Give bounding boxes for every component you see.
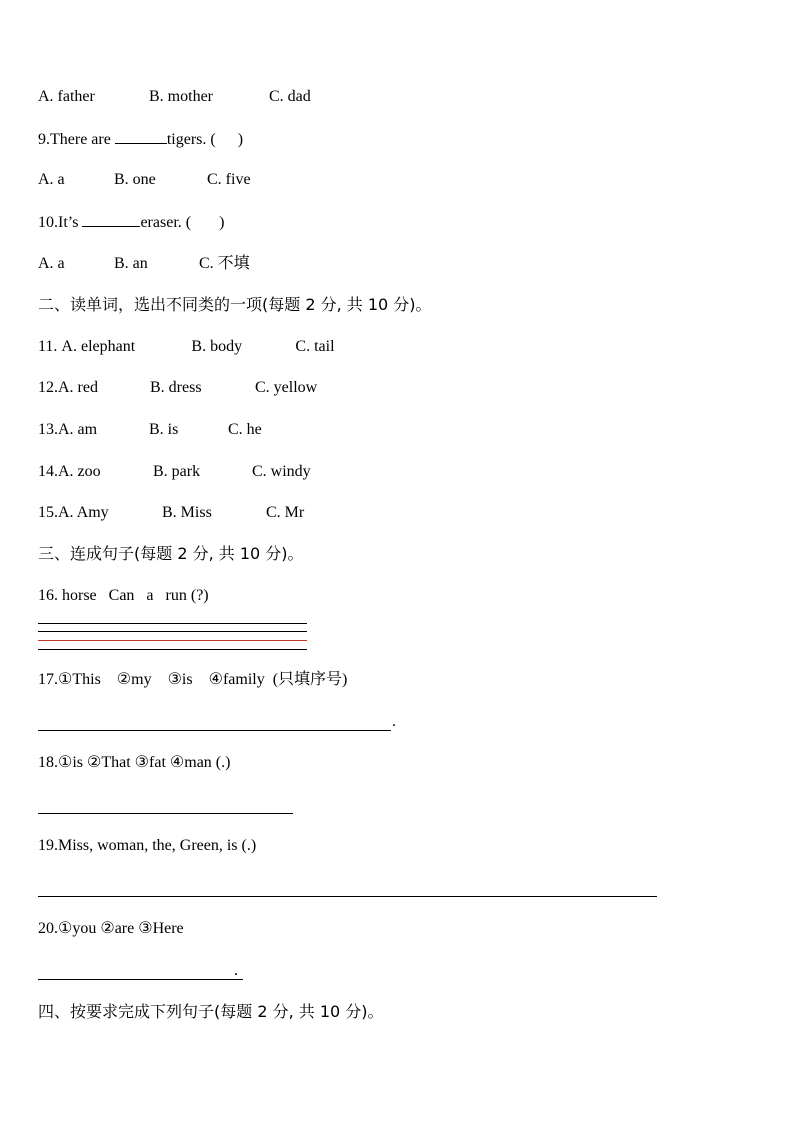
q13-option-b: B. is <box>149 421 179 438</box>
q12-option-a: A. red <box>58 379 98 396</box>
question-13 <box>38 420 262 440</box>
q20-period: . <box>234 962 238 979</box>
q9-option-c: C. five <box>207 171 251 188</box>
q10-option-c: C. 不填 <box>199 255 250 272</box>
q9-option-b: B. one <box>114 171 156 188</box>
section-3-heading: 三、连成句子(每题 2 分, 共 10 分)。 <box>38 544 304 563</box>
q11-option-c: C. tail <box>295 338 335 355</box>
q9-option-a: A. a <box>38 171 65 188</box>
question-16: 16. horse Can a run (?) <box>38 587 209 604</box>
q16-writing-line-1[interactable] <box>38 623 307 624</box>
q8-option-a: A. father <box>38 88 95 105</box>
question-10 <box>38 212 224 233</box>
q9-answer-blank[interactable] <box>115 129 167 144</box>
q15-option-b: B. Miss <box>162 504 212 521</box>
q13-number: 13. <box>38 421 58 438</box>
q8-options <box>38 87 311 107</box>
q10-text-after: eraser. ( <box>140 214 192 231</box>
q8-option-b: B. mother <box>149 88 213 105</box>
q16-writing-line-2[interactable] <box>38 631 307 632</box>
q12-number: 12. <box>38 379 58 396</box>
q18-answer-line[interactable] <box>38 813 293 814</box>
q9-close-paren: ) <box>237 131 244 148</box>
q17-answer-line[interactable] <box>38 730 391 731</box>
q19-answer-line[interactable] <box>38 896 657 897</box>
q9-text-before: 9.There are <box>38 131 115 148</box>
q11-option-b: B. body <box>191 338 243 355</box>
q13-option-c: C. he <box>228 421 262 438</box>
q8-option-c: C. dad <box>269 88 311 105</box>
q12-option-b: B. dress <box>150 379 202 396</box>
q15-option-a: A. Amy <box>58 504 109 521</box>
q17-period: . <box>392 713 396 730</box>
q11-option-a: A. elephant <box>61 338 136 355</box>
question-18: 18.①is ②That ③fat ④man (.) <box>38 754 231 771</box>
q10-options <box>38 254 250 274</box>
q14-option-c: C. windy <box>252 463 311 480</box>
q14-option-a: A. zoo <box>58 463 101 480</box>
q20-answer-line[interactable] <box>38 979 243 980</box>
q9-options <box>38 170 251 190</box>
question-20: 20.①you ②are ③Here <box>38 920 184 937</box>
q9-text-after: tigers. ( <box>166 131 216 148</box>
question-12 <box>38 378 317 398</box>
question-14 <box>38 462 311 482</box>
q14-number: 14. <box>38 463 58 480</box>
q10-text-before: 10.It’s <box>38 214 83 231</box>
q11-number: 11. <box>38 338 62 355</box>
q10-option-b: B. an <box>114 255 148 272</box>
q12-option-c: C. yellow <box>255 379 318 396</box>
question-11 <box>38 337 335 357</box>
q14-option-b: B. park <box>153 463 201 480</box>
q15-option-c: C. Mr <box>266 504 305 521</box>
q10-close-paren: ) <box>219 214 225 231</box>
q10-answer-blank[interactable] <box>82 212 140 227</box>
question-17: 17.①This ②my ③is ④family (只填序号) <box>38 671 348 688</box>
section-4-heading: 四、按要求完成下列句子(每题 2 分, 共 10 分)。 <box>38 1002 384 1021</box>
q10-option-a: A. a <box>38 255 65 272</box>
q16-writing-line-4[interactable] <box>38 649 307 650</box>
q16-writing-line-3[interactable] <box>38 640 307 641</box>
section-2-heading: 二、读单词，选出不同类的一项(每题 2 分, 共 10 分)。 <box>38 295 432 314</box>
question-9 <box>38 129 243 150</box>
q15-number: 15. <box>38 504 58 521</box>
q13-option-a: A. am <box>58 421 98 438</box>
question-19: 19.Miss, woman, the, Green, is (.) <box>38 837 257 854</box>
question-15 <box>38 503 304 523</box>
